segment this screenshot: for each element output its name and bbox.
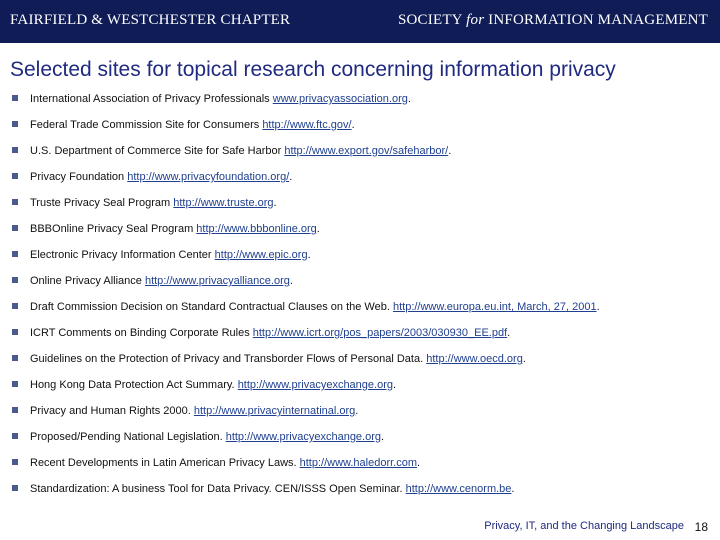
bullet-icon <box>12 355 18 361</box>
item-text: Draft Commission Decision on Standard Contractual Clauses on the Web. <box>30 301 393 313</box>
item-suffix: . <box>289 171 293 183</box>
item-text: ICRT Comments on Binding Corporate Rules <box>30 327 253 339</box>
item-link[interactable]: http://www.icrt.org/pos_papers/2003/030930_EE.pdf <box>252 327 508 339</box>
item-text: Guidelines on the Protection of Privacy and Transborder Flows of Personal Data. <box>30 353 427 365</box>
item-text: Recent Developments in Latin American Privacy Laws. <box>30 457 300 469</box>
bullet-icon <box>12 381 18 387</box>
society-name-pre: SOCIETY <box>397 12 467 28</box>
item-suffix: . <box>351 119 355 131</box>
list-item <box>12 167 712 193</box>
bullet-icon <box>12 303 18 309</box>
list-item <box>12 401 712 427</box>
item-suffix: . <box>417 457 421 469</box>
item-link[interactable]: http://www.haledorr.com <box>299 457 418 469</box>
item-suffix: . <box>511 483 515 495</box>
bullet-icon <box>12 199 18 205</box>
item-text: Standardization: A business Tool for Data Privacy. CEN/ISSS Open Seminar. <box>30 483 406 495</box>
bullet-icon <box>12 173 18 179</box>
footer <box>0 520 720 534</box>
bullet-icon <box>12 147 18 153</box>
bullet-icon <box>12 95 18 101</box>
item-text: Online Privacy Alliance <box>30 275 145 287</box>
chapter-name: FAIRFIELD & WESTCHESTER CHAPTER <box>10 12 291 28</box>
item-link[interactable]: http://www.privacyfoundation.org/ <box>127 171 290 183</box>
item-suffix: . <box>307 249 311 261</box>
list-item <box>12 193 712 219</box>
list-item <box>12 297 712 323</box>
item-text: International Association of Privacy Professionals <box>30 93 273 105</box>
bullet-icon <box>12 433 18 439</box>
item-text: Proposed/Pending National Legislation. <box>30 431 226 443</box>
item-suffix: . <box>316 223 320 235</box>
footer-text: Privacy, IT, and the Changing Landscape <box>484 520 684 532</box>
item-link[interactable]: http://www.privacyexchange.org <box>237 379 393 391</box>
page-number: 18 <box>694 520 708 534</box>
list-item <box>12 219 712 245</box>
item-text: Electronic Privacy Information Center <box>30 249 215 261</box>
item-suffix: . <box>355 405 359 417</box>
item-link[interactable]: http://www.export.gov/safeharbor/ <box>284 145 449 157</box>
society-name <box>398 12 708 29</box>
item-link[interactable]: www.privacyassociation.org <box>272 93 408 105</box>
bullet-icon <box>12 485 18 491</box>
item-text: Privacy Foundation <box>30 171 128 183</box>
item-text: BBBOnline Privacy Seal Program <box>30 223 197 235</box>
item-suffix: . <box>381 431 385 443</box>
site-list <box>12 89 712 505</box>
bullet-icon <box>12 225 18 231</box>
item-link[interactable]: http://www.ftc.gov/ <box>262 119 352 131</box>
bullet-icon <box>12 459 18 465</box>
item-link[interactable]: http://www.privacyexchange.org <box>225 431 382 443</box>
list-item <box>12 141 712 167</box>
bullet-icon <box>12 329 18 335</box>
list-item <box>12 323 712 349</box>
society-name-italic: for <box>466 12 485 28</box>
bullet-icon <box>12 251 18 257</box>
item-link[interactable]: http://www.oecd.org <box>426 353 523 365</box>
item-suffix: . <box>448 145 452 157</box>
item-link[interactable]: http://www.privacyinternatinal.org <box>193 405 356 417</box>
header-banner <box>0 0 720 43</box>
bullet-icon <box>12 277 18 283</box>
item-text: U.S. Department of Commerce Site for Safe Harbor <box>30 145 285 157</box>
item-link[interactable]: http://www.epic.org <box>214 249 308 261</box>
item-text: Hong Kong Data Protection Act Summary. <box>30 379 238 391</box>
item-link[interactable]: http://www.europa.eu.int, March, 27, 2001 <box>392 301 597 313</box>
list-item <box>12 245 712 271</box>
society-name-post: INFORMATION MANAGEMENT <box>484 12 708 28</box>
item-link[interactable]: http://www.truste.org <box>173 197 274 209</box>
item-suffix: . <box>522 353 526 365</box>
list-item <box>12 89 712 115</box>
item-suffix: . <box>273 197 277 209</box>
item-suffix: . <box>393 379 397 391</box>
item-text: Truste Privacy Seal Program <box>30 197 174 209</box>
item-text: Privacy and Human Rights 2000. <box>30 405 194 417</box>
list-item <box>12 375 712 401</box>
item-link[interactable]: http://www.bbbonline.org <box>196 223 317 235</box>
list-item <box>12 349 712 375</box>
list-item <box>12 115 712 141</box>
item-text: Federal Trade Commission Site for Consumers <box>30 119 263 131</box>
item-link[interactable]: http://www.cenorm.be <box>405 483 512 495</box>
list-item <box>12 479 712 505</box>
bullet-icon <box>12 407 18 413</box>
bullet-icon <box>12 121 18 127</box>
item-suffix: . <box>507 327 511 339</box>
item-suffix: . <box>407 93 411 105</box>
item-link[interactable]: http://www.privacyalliance.org <box>144 275 290 287</box>
list-item <box>12 453 712 479</box>
item-suffix: . <box>596 301 600 313</box>
list-item <box>12 271 712 297</box>
item-suffix: . <box>289 275 293 287</box>
slide-title: Selected sites for topical research concerning information privacy <box>10 58 616 81</box>
list-item <box>12 427 712 453</box>
